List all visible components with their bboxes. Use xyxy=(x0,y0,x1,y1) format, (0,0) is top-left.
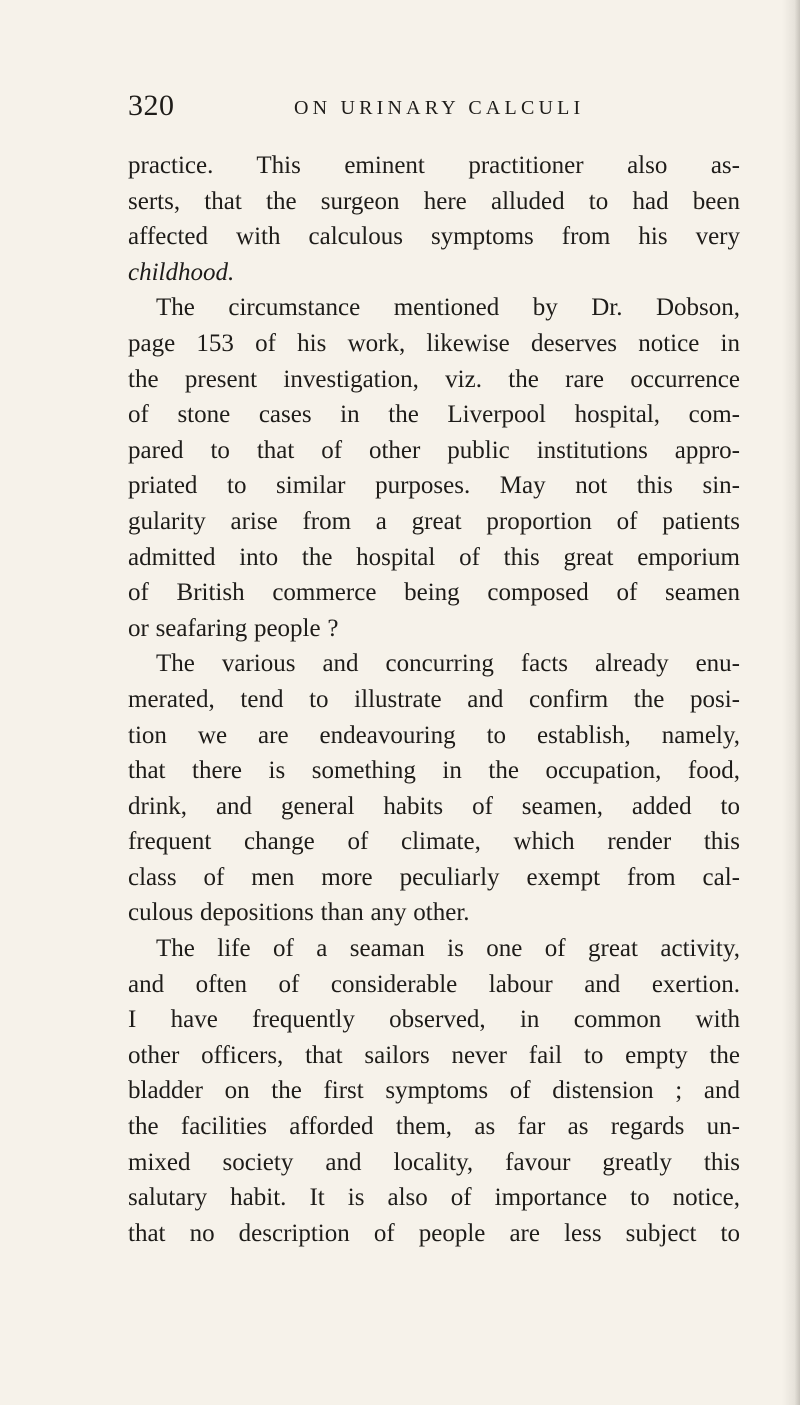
text-line: class of men more peculiarly exempt from cal- xyxy=(128,863,740,891)
text-line: of British commerce being composed of seamen xyxy=(128,579,740,607)
text-line: tion we are endeavouring to establish, namely, xyxy=(128,721,740,749)
text-line: culous depositions than any other. xyxy=(128,899,470,927)
text-line: practice. This eminent practitioner also as- xyxy=(128,152,740,179)
text-line: frequent change of climate, which render this xyxy=(128,828,740,856)
page-header xyxy=(128,88,748,128)
text-line: that there is something in the occupation, food, xyxy=(128,757,740,785)
text-line: the facilities afforded them, as far as regards un- xyxy=(128,1113,740,1141)
text-line: of stone cases in the Liverpool hospital, com- xyxy=(128,401,740,429)
text-line: The life of a seaman is one of great activity, xyxy=(156,935,740,963)
running-head: ON URINARY CALCULI xyxy=(294,97,585,119)
page-number: 320 xyxy=(128,89,175,122)
text-line: The various and concurring facts already enu- xyxy=(156,650,740,678)
text-line: the present investigation, viz. the rare occurrence xyxy=(128,365,740,393)
text-line: drink, and general habits of seamen, added to xyxy=(128,792,740,820)
text-line: affected with calculous symptoms from his very xyxy=(128,223,740,251)
text-line: mixed society and locality, favour greatly this xyxy=(128,1148,740,1176)
text-line: other officers, that sailors never fail to empty the xyxy=(128,1041,740,1069)
text-line: or seafaring people ? xyxy=(128,614,339,642)
text-line: salutary habit. It is also of importance to notice, xyxy=(128,1184,740,1212)
body-text xyxy=(128,148,740,1251)
text-line: page 153 of his work, likewise deserves notice in xyxy=(128,329,740,357)
text-line: priated to similar purposes. May not this sin- xyxy=(128,472,740,500)
text-line: gularity arise from a great proportion of patients xyxy=(128,507,740,535)
text-line: admitted into the hospital of this great emporium xyxy=(128,543,740,571)
text-line: bladder on the first symptoms of distension ; and xyxy=(128,1077,740,1105)
text-line: I have frequently observed, in common with xyxy=(128,1006,740,1034)
page-edge-shadow xyxy=(782,0,800,1405)
text-line: merated, tend to illustrate and confirm the posi- xyxy=(128,685,740,713)
text-line: pared to that of other public institutions appro- xyxy=(128,436,740,464)
text-line: serts, that the surgeon here alluded to had been xyxy=(128,187,740,215)
text-line: and often of considerable labour and exertion. xyxy=(128,970,740,998)
text-line: The circumstance mentioned by Dr. Dobson, xyxy=(156,294,740,322)
text-line: that no description of people are less subject to xyxy=(128,1219,740,1247)
text-line: childhood. xyxy=(128,258,235,286)
